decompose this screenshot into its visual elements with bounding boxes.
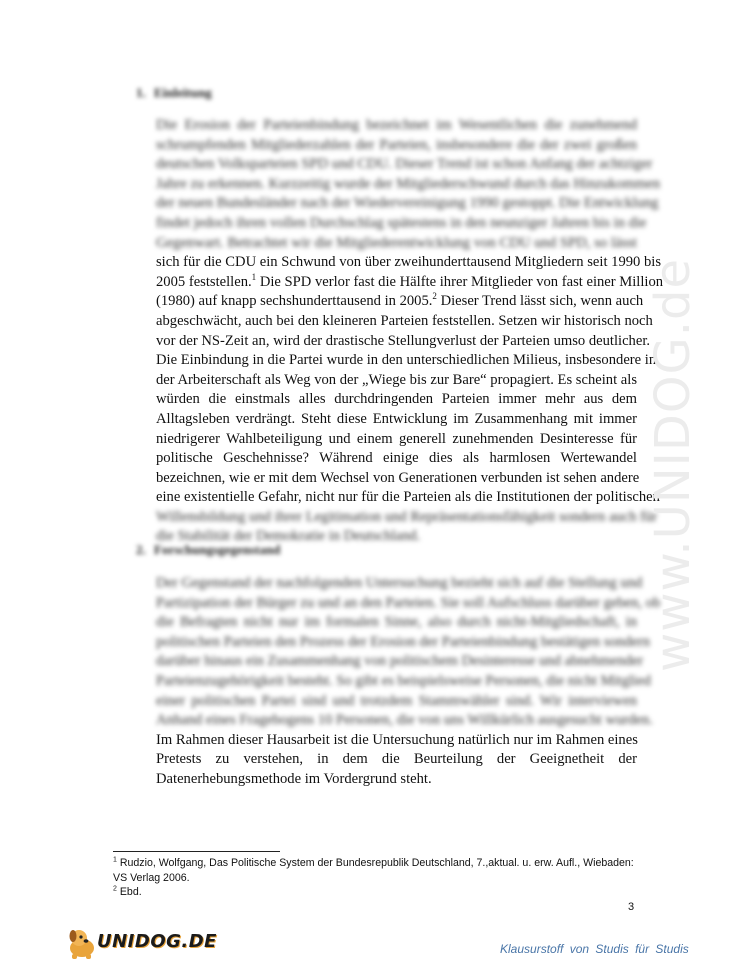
blurred-text-line: die Befragten nicht nur im formalen Sinne, also durch nicht-Mitgliedschaft, in [156,614,637,631]
text-line: niedrigerer Wahlbeteiligung und einem generell zunehmenden Desinteresse für [156,430,637,447]
blurred-text-line: Willensbildung und ihrer Legitimation und Repräsentationsfähigkeit sondern auch für [156,508,658,525]
footnote-text: Rudzio, Wolfgang, Das Politische System der Bundesrepublik Deutschland, 7.,aktual. u. erw. Aufl., Wiebaden: [119,857,634,869]
footnote-1 [113,856,643,871]
blurred-text-line: der neuen Bundesländer nach der Wiedervereinigung 1990 gestoppt. Die Entwicklung [156,195,659,212]
text-line: der Arbeiterschaft als Weg von der „Wiege bis zur Bare“ propagiert. Es scheint als [156,371,638,388]
blurred-text-line: Jahre zu erkennen. Kurzzeitig wurde der Mitgliederschwund durch das Hinzukommen [156,175,661,192]
footnote-divider [113,851,280,852]
blurred-text-line: findet jedoch ihren vollen Durchschlag spätestens in den neunziger Jahren bis in die [156,214,647,231]
unidog-logo[interactable] [66,926,217,960]
watermark-text: www.UNIDOG.de [645,258,701,673]
blurred-text-line: Die Erosion der Parteienbindung bezeichnet im Wesentlichen die zunehmend [156,117,637,133]
text-line: Im Rahmen dieser Hausarbeit ist die Untersuchung natürlich nur im Rahmen eines [156,731,638,748]
blurred-text-line: die Stabilität der Demokratie in Deutschland. [156,528,421,545]
blurred-text-line: politischen Parteien den Prozess der Erosion der Parteienbindung bestätigen sondern [156,633,651,650]
footnote-mark: 2 [432,291,437,302]
blurred-text-line: Partizipation der Bürger zu und an den Parteien. Sie soll Aufschluss darüber geben, ob [156,594,661,611]
section-2-paragraph [156,574,661,790]
blurred-text-line: Der Gegenstand der nachfolgenden Untersuchung bezieht sich auf die Stellung und [156,575,643,591]
blurred-text-line: darüber hinaus ein Zusammenhang von politischem Desinteresse und abnehmender [156,653,644,670]
blurred-text-line: Gegenwart. Betrachtet wir die Mitgliederentwicklung von CDU und SPD, so lässt [156,234,637,251]
text-line: bezeichnen, wie er mit dem Wechsel von Generationen verbunden ist sehen andere [156,469,640,486]
text-line: Pretests zu verstehen, in dem die Beurteilung der Geeignetheit der [156,751,637,768]
text-line: abgeschwächt, auch bei den kleineren Parteien feststellen. Setzen wir historisch noch [156,312,653,329]
text-fragment: Die SPD verlor fast die Hälfte ihrer Mitglieder von fast einer Million [259,273,664,290]
text-fragment: Dieser Trend lässt sich, wenn auch [440,293,644,310]
footnote-mark: 1 [113,856,117,864]
blurred-text-line: einer politischen Partei sind und trotzdem Stammwähler sind. Wir interviewen [156,692,637,709]
blurred-text-line: Anhand eines Fragebogens 10 Personen, die von uns Willkürlich ausgesucht wurden. [156,712,653,729]
footnote-mark: 2 [113,885,117,893]
text-line [156,291,644,312]
text-line [156,271,664,293]
text-fragment: (1980) auf knapp sechshunderttausend in 2005. [156,293,433,310]
blurred-text-line: deutschen Volksparteien SPD und CDU. Dieser Trend ist schon Anfang der achtziger [156,156,653,173]
section-heading-1 [136,85,212,101]
page-number: 3 [628,901,635,913]
text-line: vor der NS-Zeit an, wird der drastische Stellungverlust der Parteien umso deutlicher. [156,332,651,349]
section-1-paragraph [156,116,664,547]
section-number: 1. [136,85,146,100]
text-line: politische Geschehnisse? Während einige dies als harmlosen Wertewandel [156,450,637,467]
text-line: eine existentielle Gefahr, nicht nur für die Parteien als die Institutionen der politischen [156,489,660,506]
text-line: würden die einstmals alles durchdringenden Parteien immer mehr aus dem [156,391,637,408]
footnotes [113,856,643,900]
text-line: sich für die CDU ein Schwund von über zweihunderttausend Mitgliedern seit 1990 bis [156,254,662,271]
text-line: Alltagsleben verdrängt. Steht diese Entwicklung im Zusammenhang mit immer [156,410,637,427]
section-title: Einleitung [154,85,212,100]
section-title: Forschungsgegenstand [154,542,281,557]
footer-tagline: Klausurstoff von Studis für Studis [500,942,689,956]
blurred-text-line: schrumpfenden Mitgliederzahlen der Parteien, insbesondere die der zwei großen [156,136,637,153]
footnote-text: Ebd. [119,886,142,898]
blurred-text-line: Parteienzugehörigkeit besteht. So gibt es beispielsweise Personen, die nicht Mitglied [156,672,651,689]
footnote-1-continued: VS Verlag 2006. [113,871,190,884]
text-line: Die Einbindung in die Partei wurde in den unterschiedlichen Milieus, insbesondere in [156,352,657,369]
footnote-2 [113,885,643,900]
text-fragment: 2005 feststellen. [156,273,252,290]
section-number: 2. [136,542,146,557]
text-line: Datenerhebungsmethode im Vordergrund steht. [156,770,432,787]
footnote-mark: 1 [251,271,257,282]
section-heading-2 [136,542,280,558]
logo-text: UNIDOG.DE [97,931,217,952]
